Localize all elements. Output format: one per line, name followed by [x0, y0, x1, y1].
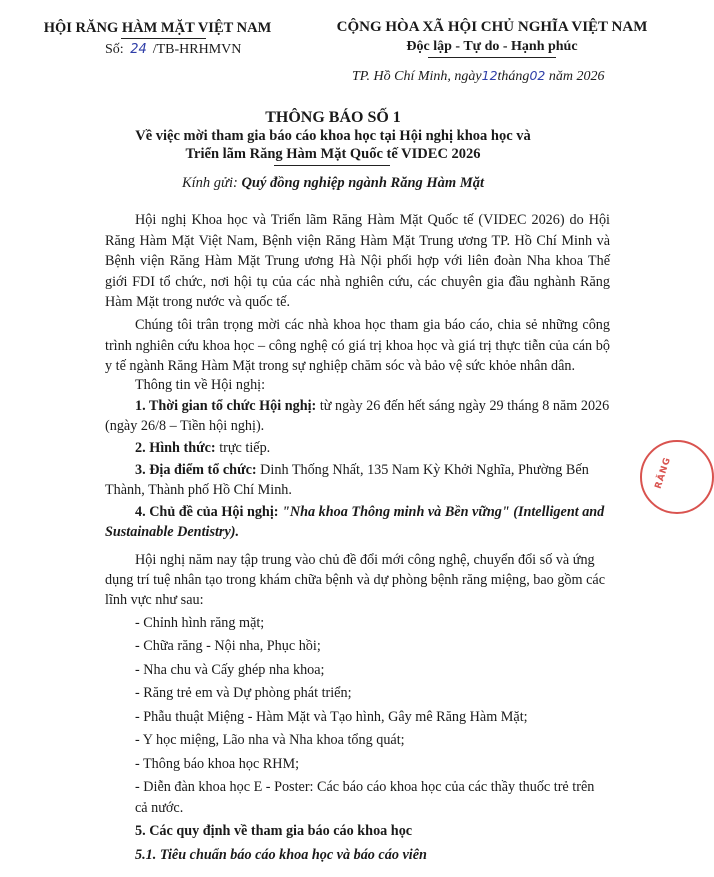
nation-heading: CỘNG HÒA XÃ HỘI CHỦ NGHĨA VIỆT NAM [336, 19, 648, 35]
announcement-subtitle-2: Triển lãm Răng Hàm Mặt Quốc tế VIDEC 2026 [185, 146, 481, 162]
item-time [135, 398, 609, 415]
item-theme-cont: Sustainable Dentistry). [105, 524, 240, 540]
topic-item: - Phẫu thuật Miệng - Hàm Mặt và Tạo hình, Gây mê Răng Hàm Mặt; [135, 709, 528, 725]
doc-no-prefix: Số: [105, 42, 124, 57]
date-place: TP. Hồ Chí Minh, ngày [352, 69, 482, 84]
item-venue-label: 3. Địa điểm tổ chức: [135, 462, 257, 478]
item-format-label: 2. Hình thức: [135, 440, 216, 456]
item-time-label: 1. Thời gian tổ chức Hội nghị: [135, 398, 317, 414]
item-theme-label: 4. Chủ đề của Hội nghị: [135, 504, 279, 520]
focus-line-3: lĩnh vực như sau: [105, 592, 204, 608]
topic-item: - Răng trẻ em và Dự phòng phát triển; [135, 685, 352, 701]
item-venue [135, 462, 589, 479]
focus-line-1: Hội nghị năm nay tập trung vào chủ đề đổi mới công nghệ, chuyển đổi số và ứng [135, 552, 595, 568]
national-motto: Độc lập - Tự do - Hạnh phúc [406, 39, 578, 54]
item-theme-text: "Nha khoa Thông minh và Bền vững" (Intelligent and [278, 504, 605, 520]
stamp-text: RĂNG [653, 455, 674, 491]
info-label: Thông tin về Hội nghị: [135, 377, 266, 393]
item-format [135, 440, 270, 457]
topic-item: - Diễn đàn khoa học E - Poster: Các báo cáo khoa học của các thầy thuốc trẻ trên [135, 779, 595, 795]
item-theme [135, 504, 604, 521]
date-day: 12 [481, 68, 498, 83]
intro-paragraph: Hội nghị Khoa học và Triển lãm Răng Hàm Mặt Quốc tế (VIDEC 2026) do Hội Răng Hàm Mặt Việt Nam, Bệnh viện Răng Hàm Mặt Trung ương TP. Hồ Chí Minh và Bệnh viện Răng Hàm Mặt Trung ương Hà Nội phối hợp với liên đoàn Nha khoa Thế giới FDI tổ chức, nơi hội tụ của các nhà nghiên cứu, các chuyên gia đầu nghành Răng Hàm Mặt trong nước và quốc tế. [105, 212, 610, 310]
section-5-1-heading: 5.1. Tiêu chuẩn báo cáo khoa học và báo cáo viên [135, 847, 427, 863]
item-time-cont: (ngày 26/8 – Tiền hội nghị). [105, 418, 265, 434]
item-venue-cont: Thành, Thành phố Hồ Chí Minh. [105, 482, 292, 498]
focus-line-2: dụng trí tuệ nhân tạo trong khám chữa bệnh và dự phòng bệnh răng miệng, bao gồm các [105, 572, 605, 588]
recipient-name: Quý đồng nghiệp ngành Răng Hàm Mặt [241, 175, 484, 191]
topic-item: - Thông báo khoa học RHM; [135, 756, 300, 772]
document-number [105, 42, 241, 58]
topic-item: - Y học miệng, Lão nha và Nha khoa tổng quát; [135, 732, 405, 748]
issue-date [352, 68, 604, 85]
item-time-text: từ ngày 26 đến hết sáng ngày 29 tháng 8 năm 2026 [316, 398, 610, 414]
announcement-title: THÔNG BÁO SỐ 1 [265, 109, 401, 126]
topic-item: - Chữa răng - Nội nha, Phục hồi; [135, 638, 321, 654]
item-format-text: trực tiếp. [215, 440, 271, 456]
announcement-subtitle-1: Về việc mời tham gia báo cáo khoa học tại Hội nghị khoa học và [135, 128, 531, 144]
topic-item-cont: cả nước. [135, 800, 184, 816]
motto-underline [428, 57, 556, 58]
topic-item: - Chỉnh hình răng mặt; [135, 615, 265, 631]
topic-item: - Nha chu và Cấy ghép nha khoa; [135, 662, 325, 678]
item-venue-text: Dinh Thống Nhất, 135 Nam Kỳ Khởi Nghĩa, Phường Bến [256, 462, 589, 478]
section-5-heading: 5. Các quy định về tham gia báo cáo khoa học [135, 823, 413, 839]
title-underline [274, 165, 390, 166]
date-month: 02 [529, 68, 546, 83]
official-stamp [640, 440, 714, 514]
recipient-label: Kính gửi: [181, 175, 238, 191]
date-year: năm 2026 [548, 69, 605, 84]
org-underline [121, 38, 206, 39]
date-month-label: tháng [497, 69, 530, 84]
organization-name: HỘI RĂNG HÀM MẶT VIỆT NAM [43, 20, 272, 36]
recipient [0, 175, 666, 192]
invitation-paragraph: Chúng tôi trân trọng mời các nhà khoa học tham gia báo cáo, chia sẻ những công trình nghiên cứu khoa học – công nghệ có giá trị khoa học và giá trị thực tiễn của cán bộ y tế ngành Răng Hàm Mặt trong sự nghiệp chăm sóc và bảo vệ sức khỏe nhân dân. [105, 317, 610, 374]
doc-no-suffix: /TB-HRHMVN [152, 42, 242, 57]
doc-no-handwritten: 24 [130, 42, 147, 57]
